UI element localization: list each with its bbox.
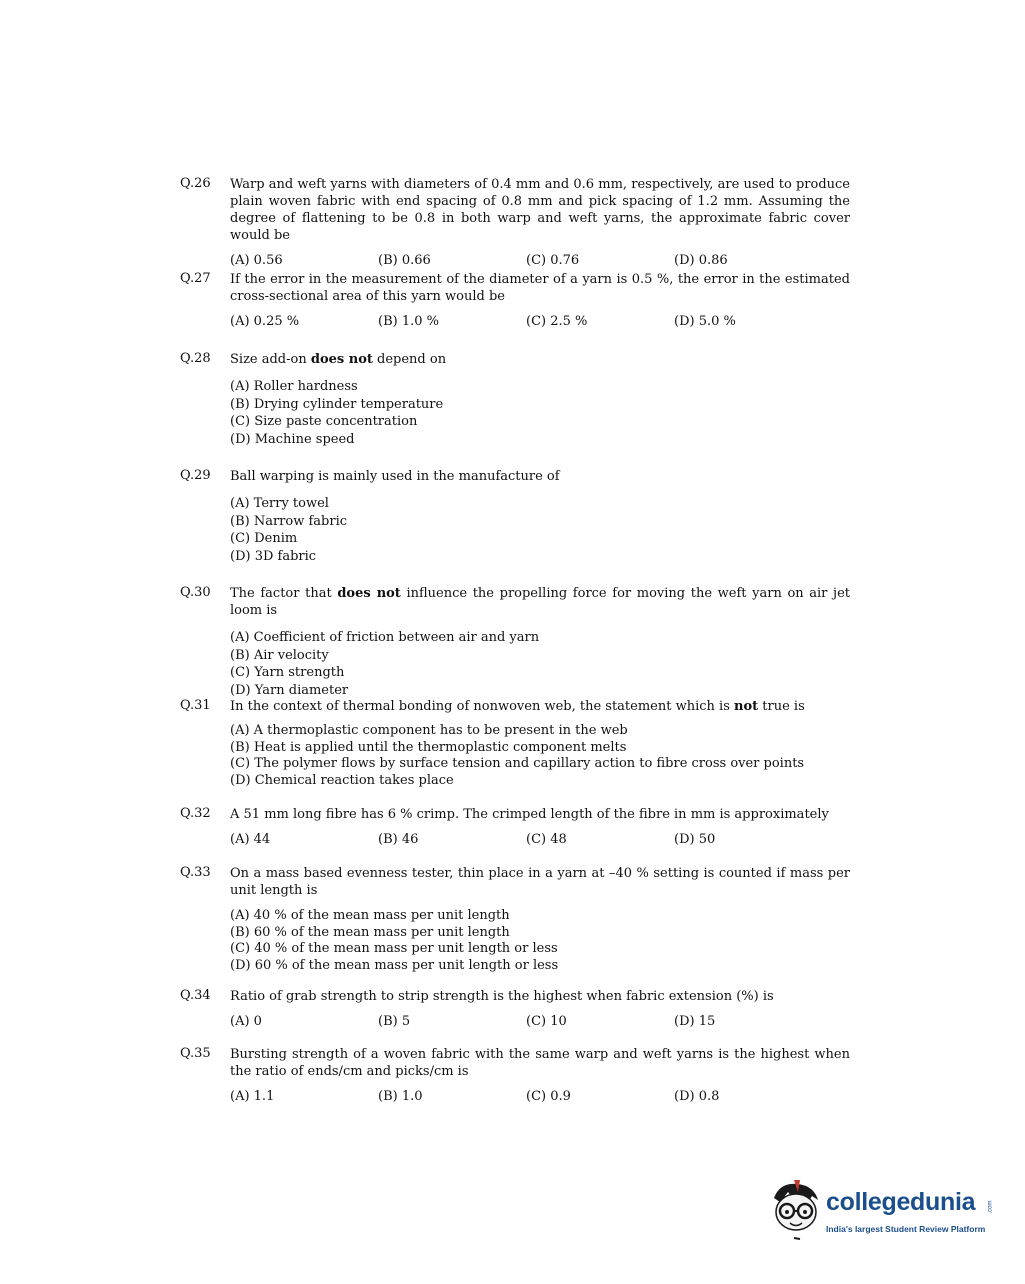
question-text: Warp and weft yarns with diameters of 0.4 mm and 0.6 mm, respectively, are used to produce plain woven fabric with end spacing of 0.8 mm and pick spacing of 1.2 mm. Assuming the degree of flattening to be 0.8 in both warp and weft yarns, the approximate fabric cover would be xyxy=(230,177,850,243)
option-d: (D) 15 xyxy=(674,1014,716,1029)
option-b: (B) 1.0 xyxy=(378,1089,423,1104)
option-d: (D) 3D fabric xyxy=(230,548,317,564)
question-34 xyxy=(180,988,850,1030)
question-27 xyxy=(180,271,850,330)
option-a: (A) 0.56 xyxy=(230,253,283,268)
question-28 xyxy=(180,351,850,448)
option-d: (D) Machine speed xyxy=(230,431,355,447)
question-text: On a mass based evenness tester, thin place in a yarn at –40 % setting is counted if mass per unit length is xyxy=(230,866,850,898)
option-c: (C) 40 % of the mean mass per unit length or less xyxy=(230,941,558,956)
option-a: (A) 44 xyxy=(230,832,271,847)
brand-name: collegedunia xyxy=(826,1188,976,1216)
option-b: (B) 5 xyxy=(378,1014,411,1029)
option-b: (B) 46 xyxy=(378,832,419,847)
option-b: (B) 60 % of the mean mass per unit length xyxy=(230,924,510,940)
option-c: (C) 10 xyxy=(526,1014,567,1029)
option-a: (A) A thermoplastic component has to be present in the web xyxy=(230,723,628,738)
option-a: (A) Coefficient of friction between air and yarn xyxy=(230,630,540,645)
question-29 xyxy=(180,468,850,565)
option-d: (D) 50 xyxy=(674,832,716,847)
question-number: Q.27 xyxy=(180,271,211,286)
option-a: (A) Roller hardness xyxy=(230,379,358,394)
option-d: (D) 0.8 xyxy=(674,1089,720,1104)
option-c: (C) 2.5 % xyxy=(526,314,588,329)
question-number: Q.33 xyxy=(180,865,211,880)
option-c: (C) 0.9 xyxy=(526,1089,571,1104)
options-row xyxy=(230,1088,850,1105)
option-b: (B) 1.0 % xyxy=(378,314,439,329)
question-text: Ball warping is mainly used in the manufacture of xyxy=(230,469,560,484)
options-list xyxy=(230,629,850,699)
option-b: (B) Air velocity xyxy=(230,647,329,663)
option-a: (A) 40 % of the mean mass per unit length xyxy=(230,908,510,923)
option-c: (C) 0.76 xyxy=(526,253,580,268)
question-31 xyxy=(180,698,850,789)
brand-tagline: India's largest Student Review Platform xyxy=(826,1224,986,1234)
option-a: (A) 0 xyxy=(230,1014,262,1029)
option-b: (B) Narrow fabric xyxy=(230,513,348,529)
options-row xyxy=(230,831,850,848)
options-list xyxy=(230,908,850,974)
options-row xyxy=(230,313,850,330)
option-d: (D) Chemical reaction takes place xyxy=(230,772,454,788)
question-35 xyxy=(180,1046,850,1105)
question-30 xyxy=(180,585,850,699)
question-number: Q.29 xyxy=(180,468,211,483)
option-b: (B) Drying cylinder temperature xyxy=(230,396,444,412)
question-number: Q.26 xyxy=(180,176,211,191)
option-d: (D) 60 % of the mean mass per unit length or less xyxy=(230,957,559,973)
question-text: In the context of thermal bonding of nonwoven web, the statement which is not true is xyxy=(230,699,805,714)
mascot-icon xyxy=(768,1178,824,1244)
options-list xyxy=(230,495,850,565)
question-33 xyxy=(180,865,850,974)
option-b: (B) 0.66 xyxy=(378,253,431,268)
option-c: (C) Denim xyxy=(230,531,298,546)
question-text: Bursting strength of a woven fabric with the same warp and weft yarns is the highest when the ratio of ends/cm and picks/cm is xyxy=(230,1047,850,1079)
question-text: A 51 mm long fibre has 6 % crimp. The crimped length of the fibre in mm is approximately xyxy=(230,807,829,822)
option-b: (B) Heat is applied until the thermoplastic component melts xyxy=(230,739,627,755)
question-text: Ratio of grab strength to strip strength is the highest when fabric extension (%) is xyxy=(230,989,774,1004)
brand-suffix: .com xyxy=(987,1200,994,1214)
option-c: (C) 48 xyxy=(526,832,567,847)
option-a: (A) 0.25 % xyxy=(230,314,300,329)
option-c: (C) The polymer flows by surface tension and capillary action to fibre cross over points xyxy=(230,756,805,771)
question-number: Q.32 xyxy=(180,806,211,821)
options-row xyxy=(230,252,850,269)
question-number: Q.30 xyxy=(180,585,211,600)
collegedunia-logo xyxy=(768,1178,998,1248)
option-d: (D) Yarn diameter xyxy=(230,682,349,698)
question-text: Size add-on does not depend on xyxy=(230,352,447,367)
option-d: (D) 5.0 % xyxy=(674,314,736,329)
option-d: (D) 0.86 xyxy=(674,253,728,268)
question-number: Q.28 xyxy=(180,351,211,366)
question-text: The factor that does not influence the propelling force for moving the weft yarn on air jet loom is xyxy=(230,586,850,618)
option-a: (A) 1.1 xyxy=(230,1089,275,1104)
question-32 xyxy=(180,806,850,848)
options-list xyxy=(230,723,850,789)
question-26 xyxy=(180,176,850,269)
question-number: Q.31 xyxy=(180,698,211,713)
question-number: Q.35 xyxy=(180,1046,211,1061)
option-c: (C) Size paste concentration xyxy=(230,414,418,429)
question-number: Q.34 xyxy=(180,988,211,1003)
option-c: (C) Yarn strength xyxy=(230,665,345,680)
options-list xyxy=(230,378,850,448)
question-text: If the error in the measurement of the diameter of a yarn is 0.5 %, the error in the estimated cross-sectional area of this yarn would be xyxy=(230,272,850,304)
options-row xyxy=(230,1013,850,1030)
option-a: (A) Terry towel xyxy=(230,496,329,511)
